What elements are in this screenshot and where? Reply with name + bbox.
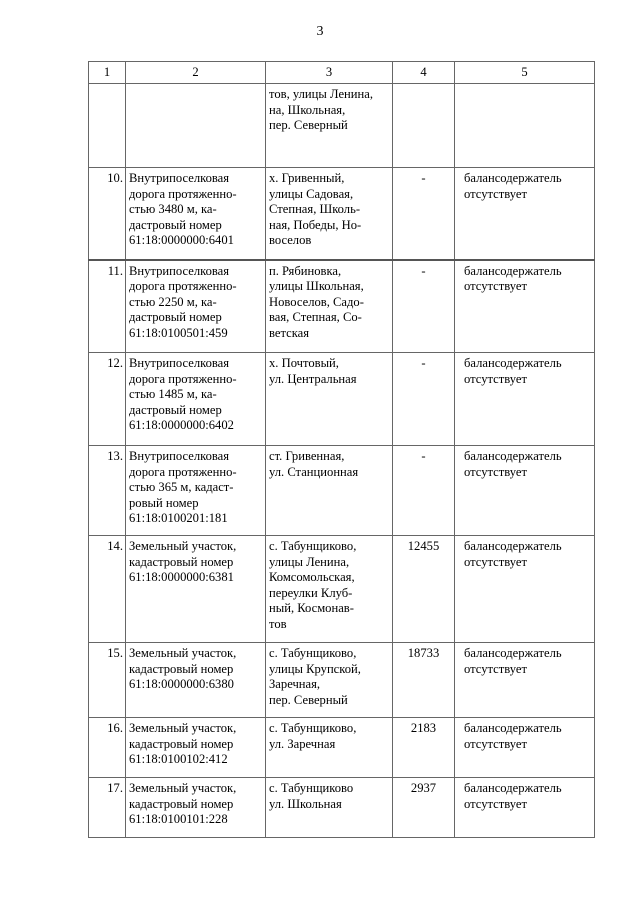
object-area: 12455 xyxy=(393,536,455,643)
object-name: Земельный участок, кадастровый номер 61:18:0100102:412 xyxy=(126,718,266,778)
object-area xyxy=(393,84,455,168)
object-holder: балансодержатель отсутствует xyxy=(455,260,595,353)
object-name xyxy=(126,84,266,168)
object-name: Земельный участок, кадастровый номер 61:18:0000000:6380 xyxy=(126,643,266,718)
object-address: с. Табунщиково, улицы Крупской, Заречная, пер. Северный xyxy=(266,643,393,718)
object-holder: балансодержатель отсутствует xyxy=(455,643,595,718)
table-row xyxy=(89,778,595,838)
object-address: х. Почтовый, ул. Центральная xyxy=(266,353,393,446)
object-holder: балансодержатель отсутствует xyxy=(455,718,595,778)
object-holder: балансодержатель отсутствует xyxy=(455,168,595,260)
object-name: Внутрипоселковая дорога протяженно- стью 365 м, кадаст- ровый номер 61:18:0100201:181 xyxy=(126,446,266,536)
row-number: 13. xyxy=(89,446,126,536)
row-number: 14. xyxy=(89,536,126,643)
row-number: 17. xyxy=(89,778,126,838)
object-area: - xyxy=(393,353,455,446)
table-row xyxy=(89,260,595,353)
object-holder: балансодержатель отсутствует xyxy=(455,778,595,838)
object-address: с. Табунщиково, ул. Заречная xyxy=(266,718,393,778)
object-area: - xyxy=(393,446,455,536)
object-holder: балансодержатель отсутствует xyxy=(455,353,595,446)
object-address: х. Гривенный, улицы Садовая, Степная, Школь- ная, Победы, Но- воселов xyxy=(266,168,393,260)
object-address: тов, улицы Ленина, на, Школьная, пер. Северный xyxy=(266,84,393,168)
object-address: с. Табунщиково ул. Школьная xyxy=(266,778,393,838)
table-row xyxy=(89,353,595,446)
object-holder xyxy=(455,84,595,168)
row-number: 15. xyxy=(89,643,126,718)
object-name: Внутрипоселковая дорога протяженно- стью 3480 м, ка- дастровый номер 61:18:0000000:6401 xyxy=(126,168,266,260)
object-holder: балансодержатель отсутствует xyxy=(455,536,595,643)
row-number: 10. xyxy=(89,168,126,260)
table-row xyxy=(89,84,595,168)
table-header-row xyxy=(89,62,595,84)
table-row xyxy=(89,446,595,536)
object-name: Внутрипоселковая дорога протяженно- стью 2250 м, ка- дастровый номер 61:18:0100501:459 xyxy=(126,260,266,353)
object-address: ст. Гривенная, ул. Станционная xyxy=(266,446,393,536)
object-area: 18733 xyxy=(393,643,455,718)
table-row xyxy=(89,536,595,643)
table-row xyxy=(89,168,595,260)
row-number: 16. xyxy=(89,718,126,778)
table-row xyxy=(89,643,595,718)
object-area: - xyxy=(393,260,455,353)
object-area: 2183 xyxy=(393,718,455,778)
object-area: - xyxy=(393,168,455,260)
table-row xyxy=(89,718,595,778)
column-header: 4 xyxy=(393,62,455,84)
row-number: 12. xyxy=(89,353,126,446)
property-table xyxy=(88,61,595,838)
object-area: 2937 xyxy=(393,778,455,838)
column-header: 2 xyxy=(126,62,266,84)
object-address: с. Табунщиково, улицы Ленина, Комсомольская, переулки Клуб- ный, Космонав- тов xyxy=(266,536,393,643)
column-header: 3 xyxy=(266,62,393,84)
object-name: Земельный участок, кадастровый номер 61:18:0100101:228 xyxy=(126,778,266,838)
page-number: 3 xyxy=(316,24,324,39)
row-number: 11. xyxy=(89,260,126,353)
row-number xyxy=(89,84,126,168)
object-address: п. Рябиновка, улицы Школьная, Новоселов, Садо- вая, Степная, Со- ветская xyxy=(266,260,393,353)
object-name: Земельный участок, кадастровый номер 61:18:0000000:6381 xyxy=(126,536,266,643)
object-name: Внутрипоселковая дорога протяженно- стью 1485 м, ка- дастровый номер 61:18:0000000:6402 xyxy=(126,353,266,446)
object-holder: балансодержатель отсутствует xyxy=(455,446,595,536)
column-header: 1 xyxy=(89,62,126,84)
column-header: 5 xyxy=(455,62,595,84)
